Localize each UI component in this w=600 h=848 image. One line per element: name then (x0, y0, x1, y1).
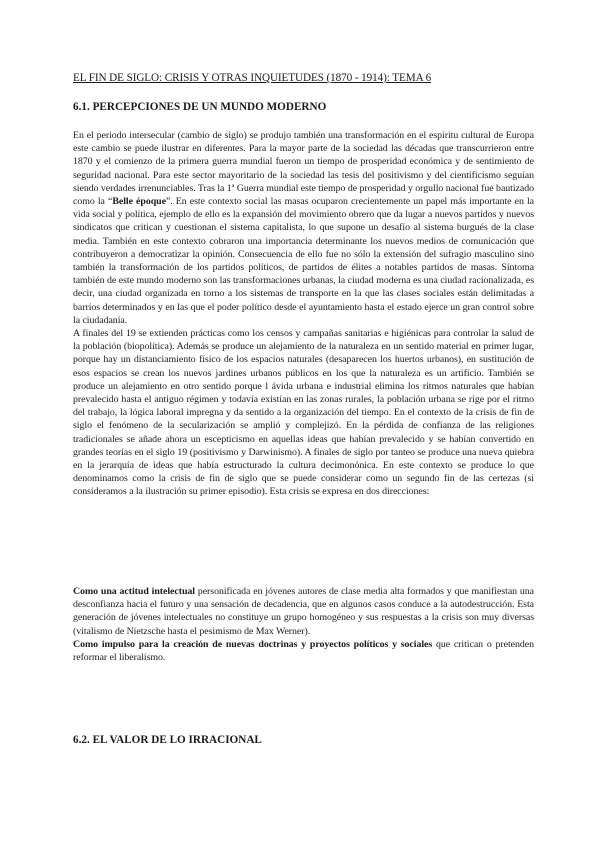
paragraph-belle-epoque (73, 129, 534, 327)
direction-item-text: personificada en jóvenes autores de clase media alta formados y que manifiestan una desconfianza hacia el futuro y una sensación de decadencia, que en algunos casos conduce a la autodestrucción. Esta generación de jóvenes intelectuales no constituye un grupo homogéneo y sus respuestas a la crisis son muy diversas (vitalismo de Nietzsche hasta el pesimismo de Max Werner). (73, 586, 534, 637)
paragraph-text: En el periodo intersecular (cambio de siglo) se produjo también una transformación en el espíritu cultural de Europa este cambio se puede ilustrar en diferentes. Para la mayor parte de la sociedad las décadas que transcurrieron entre 1870 y el comienzo de la primera guerra mundial fueron un tiempo de prosperidad económica y de sentimiento de seguridad nacional. Para este sector mayoritario de la sociedad las tesis del positivismo y del cientificismo seguían siendo verdades irrenunciables. Tras la 1ª Guerra mundial este tiempo de prosperidad y orgullo nacional fue bautizado como la “ (73, 130, 534, 208)
direction-item-political (73, 638, 534, 664)
section-heading-6-1: 6.1. PERCEPCIONES DE UN MUNDO MODERNO (73, 101, 327, 113)
belle-epoque-term: Belle époque (112, 196, 166, 208)
direction-item-term: Como impulso para la creación de nuevas doctrinas y proyectos políticos y sociales (73, 638, 433, 650)
body-text-intro (73, 129, 534, 499)
direction-item-term: Como una actitud intelectual (73, 586, 195, 597)
body-text-directions (73, 585, 534, 664)
direction-item-intellectual (73, 585, 534, 638)
section-heading-6-2: 6.2. EL VALOR DE LO IRRACIONAL (73, 734, 262, 746)
paragraph-fin-de-siglo: A finales del 19 se extienden prácticas como los censos y campañas sanitarias e higiénicas para controlar la salud de la población (biopolítica). Además se produce un alejamiento de la naturaleza en un sentido material en primer lugar, porque hay un distanciamiento físico de los espacios naturales (desaparecen los huertos urbanos), en sustitución de esos espacios se crean los nuevos jardines urbanos públicos en los que la naturaleza es un artificio. También se produce un alejamiento en otro sentido porque l ávida urbana e industrial elimina los ritmos naturales que habían prevalecido hasta el antiguo régimen y todavía existían en las zonas rurales, la población urbana se rige por el ritmo del trabajo, la lógica laboral impregna y da sentido a la organización del tiempo. En el contexto de la crisis de fin de siglo el fenómeno de la secularización se amplió y complejizó. En la pérdida de confianza de las religiones tradicionales se añade ahora un escepticismo en aquellas ideas que habían prevalecido y se habían convertido en grandes teorías en el siglo 19 (positivismo y Darwinismo). A finales de siglo por tanteo se produce una nueva quiebra en la jerarquía de ideas que había estructurado la cultura decimonónica. En este contexto se produce lo que denominamos como la crisis de fin de siglo que se puede considerar como un segundo fin de las certezas (si consideramos a la ilustración su primer episodio). Esta crisis se expresa en dos direcciones: (73, 328, 534, 498)
direction-item-text: que critican o pretenden reformar el liberalismo. (73, 638, 534, 664)
document-title: EL FIN DE SIGLO: CRISIS Y OTRAS INQUIETUDES (1870 - 1914): TEMA 6 (73, 72, 432, 84)
paragraph-text: ”. En este contexto social las masas ocuparon crecientemente un papel más importante en la vida social y política, ejemplo de ello es la expansión del movimiento obrero que da lugar a nuevos partidos y nuevos sindicatos que critican y cuestionan el sistema capitalista, lo que supone un desafío al sistema burgués de la clase media. También en este contexto cobraron una importancia determinante los nuevos medios de comunicación que contribuyeron a democratizar la opinión. Consecuencia de ello fue no sólo la extensión del sufragio masculino sino también la transformación de los partidos políticos, de partidos de élites a notables partidos de masas. Síntoma también de este mundo moderno son las transformaciones urbanas, la ciudad moderna es una ciudad racionalizada, es decir, una ciudad organizada en torno a los sistemas de transporte en la que las clases sociales están delimitadas a barrios determinados y en las que el poder político desde el ayuntamiento hasta el estado ejerce un gran control sobre la ciudadanía. (73, 196, 534, 326)
